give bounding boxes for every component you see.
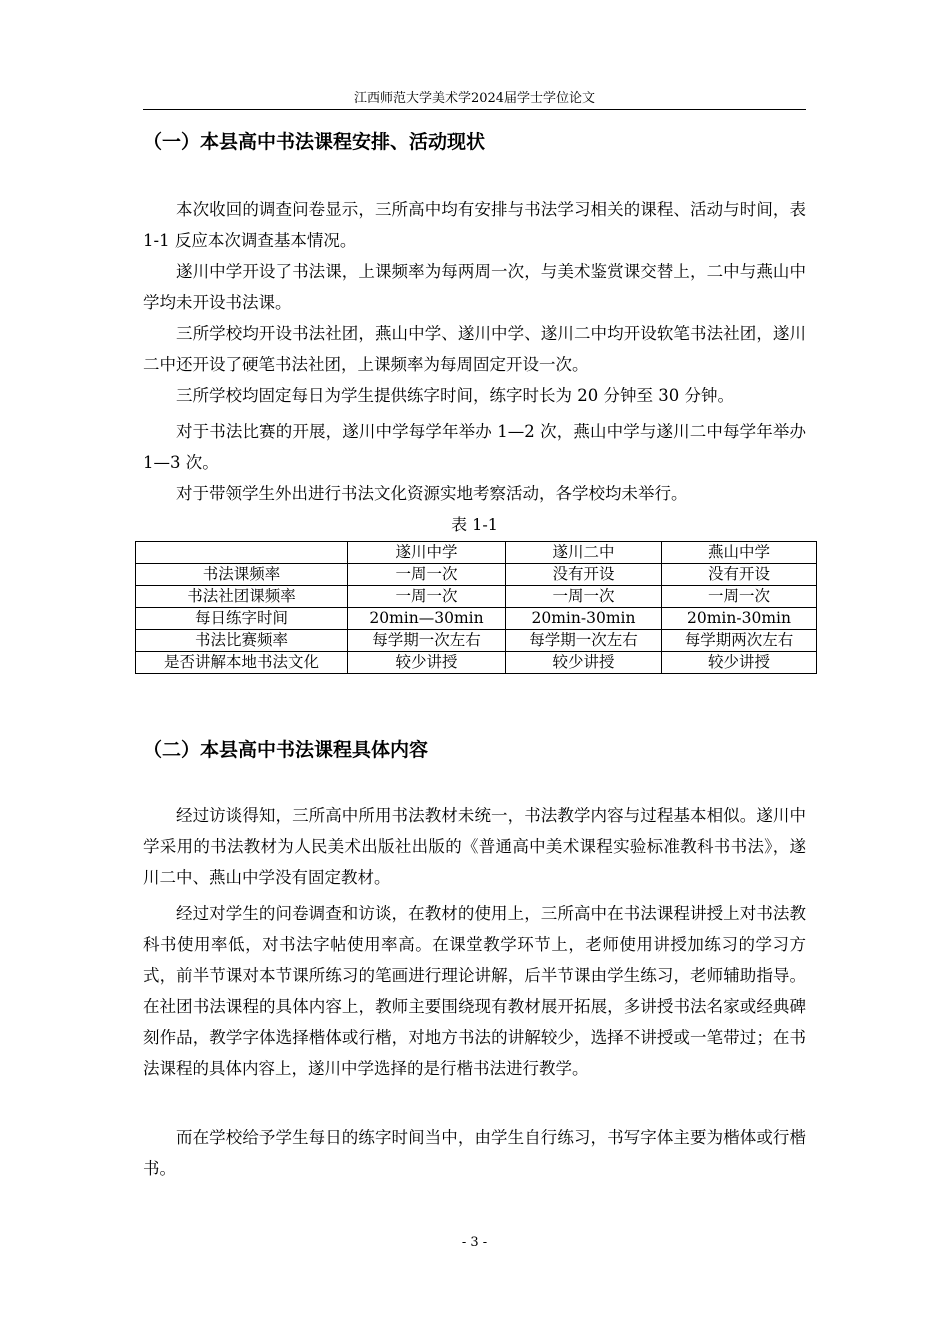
table-cell: 燕山中学 bbox=[662, 542, 817, 564]
table-row bbox=[136, 652, 817, 674]
paragraph: 三所学校均开设书法社团，燕山中学、遂川中学、遂川二中均开设软笔书法社团，遂川二中还开设了硬笔书法社团，上课频率为每周固定开设一次。 bbox=[143, 324, 806, 374]
table-cell: 20min-30min bbox=[662, 608, 817, 630]
paragraph: 经过访谈得知，三所高中所用书法教材未统一，书法教学内容与过程基本相似。遂川中学采用的书法教材为人民美术出版社出版的《普通高中美术课程实验标准教科书书法》，遂川二中、燕山中学没有固定教材。 bbox=[143, 806, 806, 887]
paragraph: 而在学校给予学生每日的练字时间当中，由学生自行练习，书写字体主要为楷体或行楷书。 bbox=[143, 1128, 806, 1178]
paragraph: 对于带领学生外出进行书法文化资源实地考察活动，各学校均未举行。 bbox=[176, 484, 688, 503]
table-cell: 较少讲授 bbox=[662, 652, 817, 674]
table-cell: 书法课频率 bbox=[136, 564, 348, 586]
table-cell: 20min—30min bbox=[348, 608, 506, 630]
table-cell: 书法比赛频率 bbox=[136, 630, 348, 652]
table-row bbox=[136, 564, 817, 586]
table-cell: 一周一次 bbox=[348, 564, 506, 586]
table-cell: 一周一次 bbox=[506, 586, 662, 608]
paragraph: 本次收回的调查问卷显示，三所高中均有安排与书法学习相关的课程、活动与时间，表 1-1 反应本次调查基本情况。 bbox=[143, 200, 806, 250]
table-cell: 20min-30min bbox=[506, 608, 662, 630]
table-cell: 遂川中学 bbox=[348, 542, 506, 564]
table-row bbox=[136, 630, 817, 652]
table-cell: 是否讲解本地书法文化 bbox=[136, 652, 348, 674]
table-cell: 每学期两次左右 bbox=[662, 630, 817, 652]
table-cell: 每日练字时间 bbox=[136, 608, 348, 630]
table-cell: 较少讲授 bbox=[348, 652, 506, 674]
table-cell: 每学期一次左右 bbox=[506, 630, 662, 652]
table-cell: 一周一次 bbox=[348, 586, 506, 608]
survey-table bbox=[135, 541, 817, 674]
paragraph: 遂川中学开设了书法课，上课频率为每两周一次，与美术鉴赏课交替上，二中与燕山中学均未开设书法课。 bbox=[143, 262, 806, 312]
paragraph: 对于书法比赛的开展，遂川中学每学年举办 1—2 次，燕山中学与遂川二中每学年举办 1—3 次。 bbox=[143, 422, 806, 472]
table-cell: 书法社团课频率 bbox=[136, 586, 348, 608]
page-number: - 3 - bbox=[461, 1235, 488, 1250]
page-header: 江西师范大学美术学2024届学士学位论文 bbox=[353, 91, 596, 106]
table-cell: 较少讲授 bbox=[506, 652, 662, 674]
table-caption: 表 1-1 bbox=[451, 515, 498, 534]
table-row bbox=[136, 608, 817, 630]
table-cell: 没有开设 bbox=[506, 564, 662, 586]
table-cell bbox=[136, 542, 348, 564]
table-cell: 没有开设 bbox=[662, 564, 817, 586]
paragraph: 经过对学生的问卷调查和访谈，在教材的使用上，三所高中在书法课程讲授上对书法教科书使用率低，对书法字帖使用率高。在课堂教学环节上，老师使用讲授加练习的学习方式，前半节课对本节课所练习的笔画进行理论讲解，后半节课由学生练习，老师辅助指导。在社团书法课程的具体内容上，教师主要围绕现有教材展开拓展，多讲授书法名家或经典碑刻作品，教学字体选择楷体或行楷，对地方书法的讲解较少，选择不讲授或一笔带过；在书法课程的具体内容上，遂川中学选择的是行楷书法进行教学。 bbox=[143, 904, 806, 1078]
paragraph: 三所学校均固定每日为学生提供练字时间，练字时长为 20 分钟至 30 分钟。 bbox=[176, 386, 734, 405]
section-heading-1: （一）本县高中书法课程安排、活动现状 bbox=[143, 131, 486, 153]
table-row bbox=[136, 586, 817, 608]
table-cell: 一周一次 bbox=[662, 586, 817, 608]
header-rule bbox=[143, 109, 806, 110]
section-heading-2: （二）本县高中书法课程具体内容 bbox=[143, 739, 429, 761]
table-cell: 遂川二中 bbox=[506, 542, 662, 564]
table-cell: 每学期一次左右 bbox=[348, 630, 506, 652]
table-header-row bbox=[136, 542, 817, 564]
